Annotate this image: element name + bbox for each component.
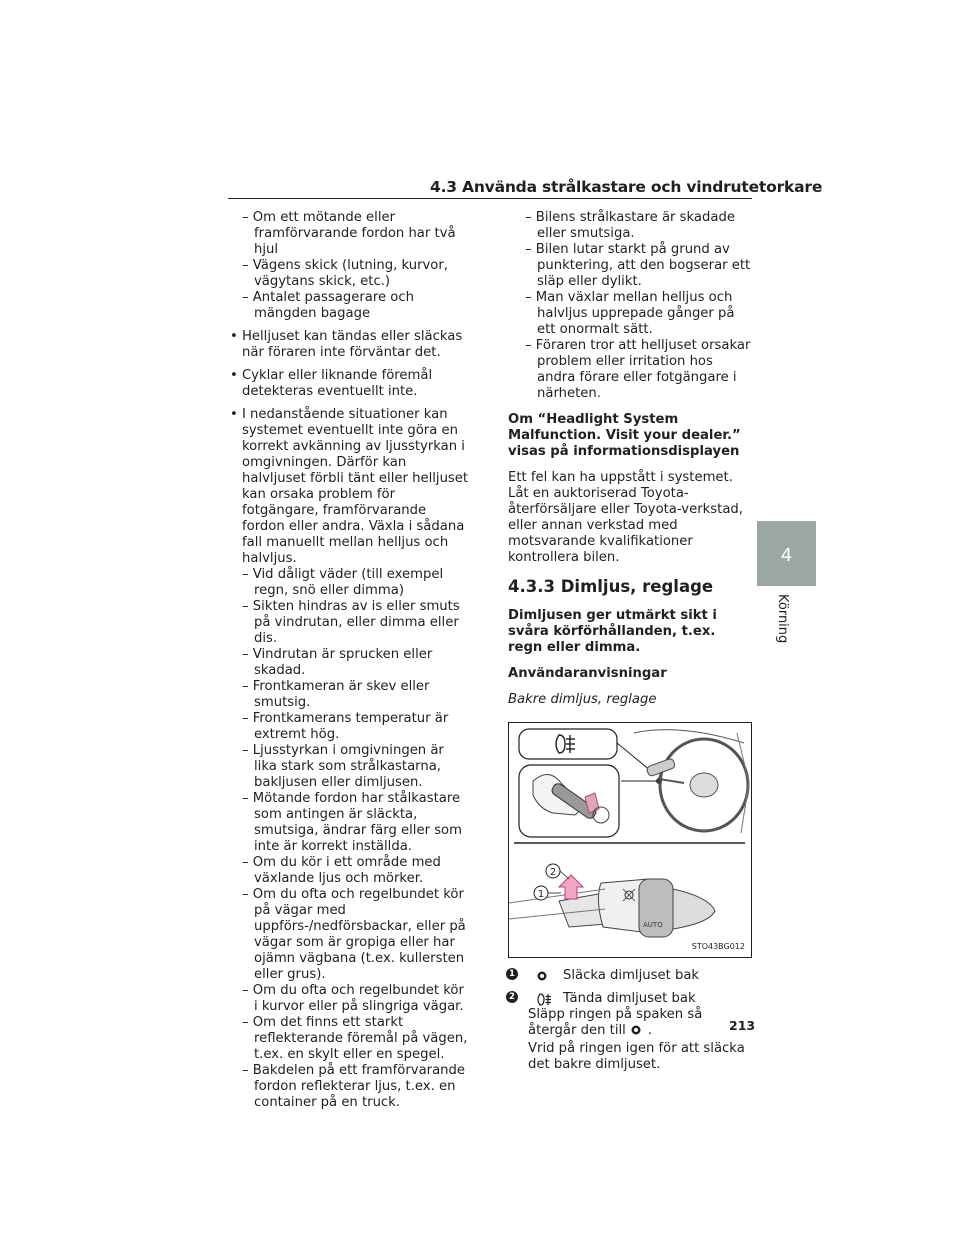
instructions-heading: Användaranvisningar xyxy=(508,666,667,681)
header-rule xyxy=(228,198,752,199)
list-item xyxy=(508,991,752,1007)
list-item: – Vid dåligt väder (till exempel regn, snö eller dimma) xyxy=(242,567,444,598)
list-item: – Antalet passagerare och mängden bagage xyxy=(242,290,414,321)
bullet-item: • I nedanstående situationer kan systemet eventuellt inte göra en korrekt avkänning av ljusstyrkan i omgivningen. Därför kan halvljuset förbli tänt eller helljuset kan orsaka problem för fotgängare, framförvarande fordon eller andra. Växla i sådana fall manuellt mellan helljus och halvljus. xyxy=(230,407,469,566)
list-item: – Bilens strålkastare är skadade eller smutsiga. xyxy=(525,210,735,241)
list-item: – Om du ofta och regelbundet kör på vägar med uppförs-/nedförsbackar, eller på vägar som är gropiga eller har ojämn vägbana (t.ex. kullersten eller grus). xyxy=(242,887,466,982)
step-number: 1 xyxy=(506,968,518,980)
list-item: – Sikten hindras av is eller smuts på vindrutan, eller dimma eller dis. xyxy=(242,599,460,646)
callout-1: 1 xyxy=(537,889,545,900)
bullet-item: • Helljuset kan tändas eller släckas när föraren inte förväntar det. xyxy=(230,329,463,360)
list-item: – Bilen lutar starkt på grund av punktering, att den bogserar ett släp eller dylikt. xyxy=(525,242,751,289)
list-item: – Vägens skick (lutning, kurvor, vägytans skick, etc.) xyxy=(242,258,448,289)
turn-text: Vrid på ringen igen för att släcka det bakre dimljuset. xyxy=(528,1041,745,1072)
callout-2: 2 xyxy=(549,867,557,878)
malfunction-text: Ett fel kan ha uppstått i systemet. Låt en auktoriserad Toyota-återförsäljare eller Toyota-verkstad, eller annan verkstad med motsvarande kvalifikationer kontrollera bilen. xyxy=(508,470,743,565)
list-item: – Om du kör i ett område med växlande ljus och mörker. xyxy=(242,855,441,886)
list-item: – Frontkameran är skev eller smutsig. xyxy=(242,679,430,710)
list-item: – Vindrutan är sprucken eller skadad. xyxy=(242,647,433,678)
chapter-label: Körning xyxy=(775,594,790,644)
list-item: – Om ett mötande eller framförvarande fordon har två hjul xyxy=(242,210,456,257)
list-item: – Föraren tror att helljuset orsakar problem eller irritation hos andra förare eller fotgängare i närheten. xyxy=(525,338,751,401)
malfunction-heading: Om “Headlight System Malfunction. Visit your dealer.” visas på informationsdisplayen xyxy=(508,412,741,459)
list-item: – Man växlar mellan helljus och halvljus upprepade gånger på ett onormalt sätt. xyxy=(525,290,735,337)
list-item: – Frontkamerans temperatur är extremt hög. xyxy=(242,711,449,742)
list-item: – Om det finns ett starkt reflekterande föremål på vägen, t.ex. en skylt eller en spegel. xyxy=(242,1015,468,1062)
step-number: 2 xyxy=(506,991,518,1003)
step-text: Tända dimljuset bak xyxy=(563,991,696,1006)
right-column xyxy=(508,210,752,1073)
chapter-tab xyxy=(757,521,816,586)
list-item: – Bakdelen på ett framförvarande fordon reflekterar ljus, t.ex. en container på en truck. xyxy=(242,1063,466,1110)
fog-light-off-icon xyxy=(630,1024,642,1041)
list-item: – Mötande fordon har stålkastare som antingen är släckta, smutsiga, ändrar färg eller som inte är korrekt inställda. xyxy=(242,791,462,854)
release-text: Släpp ringen på spaken så återgår den till . xyxy=(508,1007,752,1041)
page-header-title: 4.3 Använda strålkastare och vindrutetorkare xyxy=(430,178,823,196)
page-number: 213 xyxy=(729,1018,756,1033)
list-item: – Ljusstyrkan i omgivningen är lika stark som strålkastarna, bakljusen eller dimljusen. xyxy=(242,743,444,790)
figure-caption: Bakre dimljus, reglage xyxy=(508,692,657,707)
rear-fog-light-icon xyxy=(536,993,552,1011)
step-text: Släcka dimljuset bak xyxy=(563,968,700,983)
chapter-number: 4 xyxy=(780,545,793,566)
list-item: – Om du ofta och regelbundet kör i kurvor eller på slingriga vägar. xyxy=(242,983,464,1014)
list-item xyxy=(508,968,752,984)
fog-light-switch-figure xyxy=(508,722,752,958)
figure-illustration xyxy=(509,723,751,957)
left-column xyxy=(225,210,470,1111)
section-title: 4.3.3 Dimljus, reglage xyxy=(508,577,714,596)
figure-code: STO43BG012 xyxy=(691,942,745,951)
bullet-item: • Cyklar eller liknande föremål detekteras eventuellt inte. xyxy=(230,368,433,399)
fog-light-off-icon xyxy=(536,970,548,987)
auto-label: AUTO xyxy=(643,921,663,929)
section-intro: Dimljusen ger utmärkt sikt i svåra körförhållanden, t.ex. regn eller dimma. xyxy=(508,608,717,655)
